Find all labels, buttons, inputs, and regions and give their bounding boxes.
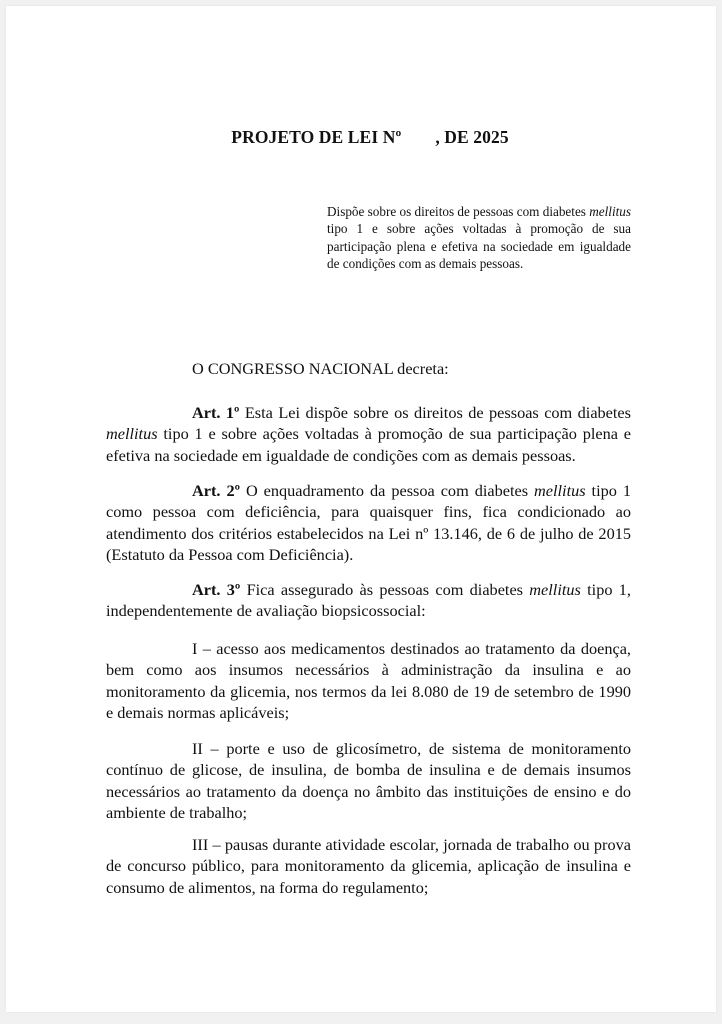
article-2-text-end: tipo 1 como pessoa com deficiência, para quaisquer fins, fica condicionado ao atendimento dos critérios estabelecidos na Lei nº 13.146, de 6 de julho de 2015 (Estatuto da Pessoa com Deficiência). — [106, 481, 631, 564]
bill-title-prefix: PROJETO DE LEI Nº — [231, 127, 402, 147]
bill-summary — [327, 203, 631, 273]
article-3-italic-term: mellitus — [529, 580, 581, 599]
article-2-text-start: O enquadramento da pessoa com diabetes — [245, 481, 529, 500]
article-3-label: Art. 3º — [192, 580, 241, 599]
summary-text-end: tipo 1 e sobre ações voltadas à promoção de sua participação plena e efetiva na sociedade em igualdade de condições com as demais pessoas. — [327, 221, 631, 272]
summary-italic-term: mellitus — [589, 204, 631, 219]
article-3-item-i: I – acesso aos medicamentos destinados ao tratamento da doença, bem como aos insumos necessários à administração da insulina e ao monitoramento da glicemia, nos termos da lei 8.080 de 19 de setembro de 1990 e demais normas aplicáveis; — [106, 639, 631, 722]
enacting-clause: O CONGRESSO NACIONAL decreta: — [192, 359, 449, 378]
article-1-italic-term: mellitus — [106, 424, 158, 444]
article-2 — [106, 480, 631, 565]
article-1-text-end: tipo 1 e sobre ações voltadas à promoção de sua participação plena e efetiva na sociedade em igualdade de condições com as demais pessoas. — [106, 424, 631, 465]
article-1-text-start: Esta Lei dispõe sobre os direitos de pessoas com diabetes — [244, 403, 631, 422]
bill-title-suffix: , DE 2025 — [435, 127, 509, 147]
article-3-item-iii: III – pausas durante atividade escolar, jornada de trabalho ou prova de concurso público, para monitoramento da glicemia, aplicação de insulina e consumo de alimentos, na forma do regulamento; — [106, 835, 631, 897]
article-2-italic-term: mellitus — [534, 481, 586, 500]
article-3-text-start: Fica assegurado às pessoas com diabetes — [246, 580, 524, 599]
summary-text-start: Dispõe sobre os direitos de pessoas com diabetes — [327, 204, 586, 219]
article-1-label: Art. 1º — [192, 403, 240, 422]
bill-title — [0, 127, 722, 148]
article-1 — [106, 402, 631, 466]
article-3 — [106, 579, 631, 622]
article-3-item-ii: II – porte e uso de glicosímetro, de sistema de monitoramento contínuo de glicose, de insulina, de bomba de insulina e de demais insumos necessários ao tratamento da doença no âmbito das instituições de ensino e do ambiente de trabalho; — [106, 739, 631, 822]
article-3-text-end: tipo 1, independentemente de avaliação biopsicossocial: — [106, 580, 631, 621]
article-2-label: Art. 2º — [192, 481, 240, 500]
